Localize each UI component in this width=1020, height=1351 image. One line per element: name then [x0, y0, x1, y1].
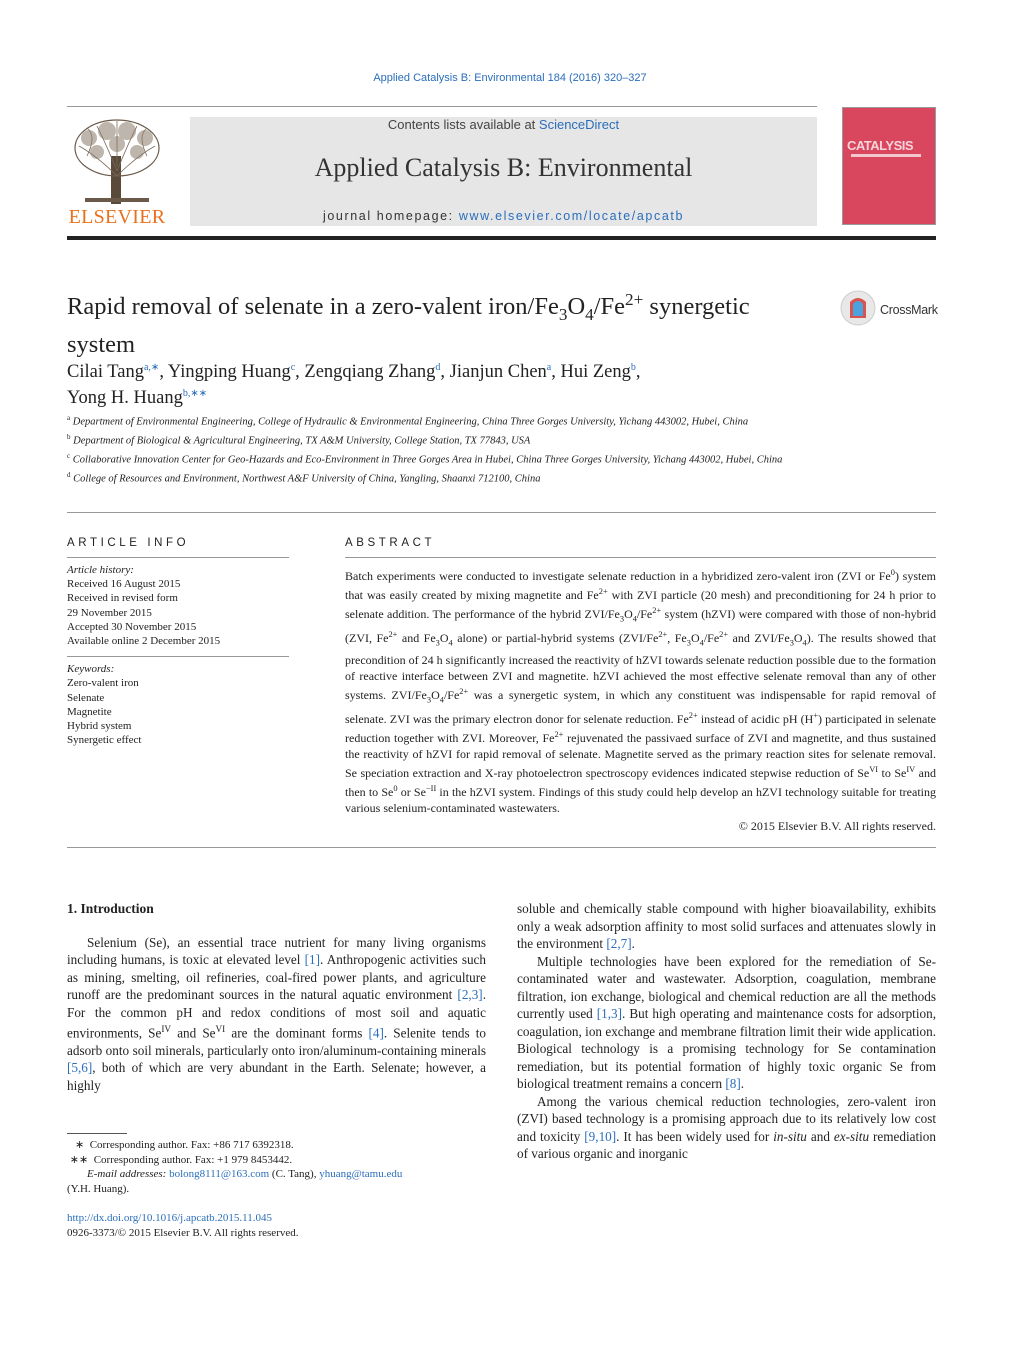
- crossmark-badge[interactable]: CrossMark: [840, 290, 940, 330]
- author[interactable]: Hui Zeng: [560, 362, 631, 383]
- body-column-right: [517, 900, 936, 1163]
- paragraph: Selenium (Se), an essential trace nutrient for many living organisms including humans, is toxic at elevated level [1]. Anthropogenic activities such as mining, smelting, oil refineries, coal-fired power plants, and agriculture runoff are the predominant sources in the natural aquatic environment [2,3]. For the common pH and redox conditions of most soil and aquatic environments, $Se^{IV}$ and $Se^{VI}$ are the dominant forms [4]. Selenite tends to adsorb onto soil minerals, particularly onto iron/aluminum-containing minerals [5,6], both of which are very abundant in the Earth. Selenate; however, a highly: [67, 934, 487, 1093]
- cover-title: CATALYSIS: [847, 138, 914, 153]
- article-info-heading: ARTICLE INFO: [67, 537, 190, 549]
- journal-cover-thumbnail[interactable]: [842, 107, 936, 225]
- doi-block: http://dx.doi.org/10.1016/j.apcatb.2015.11.045 0926-3373/© 2015 Elsevier B.V. All rights reserved.: [67, 1212, 299, 1239]
- body-column-left: [67, 900, 486, 1094]
- section-heading: 1. Introduction: [67, 901, 154, 916]
- divider: [67, 847, 936, 848]
- author[interactable]: Zengqiang Zhang: [304, 362, 436, 383]
- doi-link[interactable]: http://dx.doi.org/10.1016/j.apcatb.2015.11.045: [67, 1212, 273, 1224]
- article-info: [67, 537, 289, 747]
- homepage-link[interactable]: www.elsevier.com/locate/apcatb: [458, 209, 684, 223]
- publisher-logo-text: ELSEVIER: [68, 206, 166, 228]
- article-history: Article history: Received 16 August 2015 Received in revised form 29 November 2015 Accepted 30 November 2015 Available online 2 December 2015: [67, 564, 221, 648]
- divider: [67, 512, 936, 513]
- affiliation: $^b$ Department of Biological & Agricultural Engineering, TX A&M University, College Station, TX 77843, USA: [67, 432, 531, 447]
- abstract-text: Batch experiments were conducted to investigate selenate reduction in a hybridized zero-valent iron (ZVI or Fe$^0$) system that was easily created by mixing magnetite and $Fe^{2+}$ with ZVI particle (20 mesh) and preconditioning for 24 h prior to selenate addition. The performance of the hybrid ZVI/$Fe_3O_4/Fe^{2+}$ system (hZVI) were compared with those of non-hybrid (ZVI, $Fe^{2+}$ and $Fe_3O_4$ alone) or partial-hybrid systems ($ZVI/Fe^{2+}$, $Fe_3O_4/Fe^{2+}$ and ZVI/$Fe_3O_4$). The results showed that precondition of 24 h significantly increased the reactivity of hZVI towards selenate reduction possible due to the formation of reactive interface between ZVI and magnetite. hZVI achieved the most effective selenate removal than any of other systems. ZVI/$Fe_3O_4/Fe^{2+}$ was a synergetic system, in which any constituent was indispensable for rapid removal of selenate. ZVI was the primary electron donor for selenate reduction. $Fe^{2+}$ instead of acidic pH (H+) participated in selenate reduction together with ZVI. Moreover, $Fe^{2+}$ rejuvenated the passivaed surface of ZVI and magnetite, and thus sustained the reactivity of hZVI for rapid removal of selenate. Magnetite served as the primary reaction sites for selenate removal. Se speciation extraction and X-ray photoelectron spectroscopy evidences indicated stepwise reduction of $Se^{VI}$ to $Se^{IV}$ and then to Se$^0$ or $Se^{-II}$ in the hZVI system. Findings of this study could help develop an hZVI technology suitable for treating various selenium-contaminated wastewaters.: [345, 568, 937, 816]
- footnotes: ∗ Corresponding author. Fax: +86 717 6392318. ∗∗ Corresponding author. Fax: +1 979 8453442. E-mail addresses: bolong8111@163.com (C. Tang), yhuang@tamu.edu (Y.H. Huang).: [67, 1139, 403, 1195]
- affiliation: $^d$ College of Resources and Environment, Northwest A&F University of China, Yangling, Shaanxi 712100, China: [67, 470, 541, 485]
- keyword: Zero-valent iron: [67, 677, 139, 690]
- sciencedirect-link[interactable]: ScienceDirect: [538, 117, 620, 132]
- keywords: Keywords: Zero-valent iron Selenate Magnetite Hybrid system Synergetic effect: [67, 662, 289, 747]
- author[interactable]: Yingping Huang: [167, 362, 291, 383]
- author[interactable]: Cilai Tang: [67, 362, 144, 383]
- affiliation: $^a$ Department of Environmental Engineering, College of Hydraulic & Environmental Engineering, China Three Gorges University, Yichang 443002, Hubei, China: [67, 414, 749, 428]
- paragraph: soluble and chemically stable compound with higher bioavailability, exhibits only a weak adsorption affinity to most solid surfaces and attenuates slowly in the environment [2,7].: [517, 901, 936, 951]
- keyword: Magnetite: [67, 705, 112, 718]
- abstract-heading: ABSTRACT: [345, 537, 436, 549]
- keyword: Selenate: [67, 691, 105, 704]
- email-link[interactable]: yhuang@tamu.edu: [319, 1168, 403, 1181]
- author[interactable]: Yong H. Huang: [67, 388, 183, 409]
- cover-stripe: [851, 154, 921, 157]
- footnote-rule: [67, 1133, 127, 1134]
- keyword: Hybrid system: [67, 720, 132, 733]
- paragraph: Among the various chemical reduction technologies, zero-valent iron (ZVI) based technology is a promising approach due to its relatively low cost and toxicity [9,10]. It has been widely used for in-situ and ex-situ remediation of various organic and inorganic: [517, 1093, 936, 1161]
- journal-title: Applied Catalysis B: Environmental: [314, 153, 693, 182]
- header-thick-rule: [67, 236, 936, 240]
- paragraph: Multiple technologies have been explored for the remediation of Se-contaminated water and wastewater. Adsorption, coagulation, membrane filtration, ion exchange, biological and chemical reduction are all the methods currently used [1,3]. But high operating and maintenance costs for adsorption, coagulation, ion exchange and membrane filtration limit their wide application. Biological technology is a promising technology for Se contamination remediation, but its potential formation of highly toxic organic Se from biological treatment remains a concern [8].: [517, 953, 936, 1091]
- affiliation: $^c$ Collaborative Innovation Center for Geo-Hazards and Eco-Environment in Three Gorges Area in Hubei, China Three Gorges University, Yichang 443002, Hubei, China: [67, 451, 783, 466]
- contents-line: Contents lists available at ScienceDirect: [387, 117, 620, 132]
- affiliations: [67, 411, 827, 487]
- header-rule: [67, 106, 817, 107]
- copyright: © 2015 Elsevier B.V. All rights reserved.: [738, 819, 936, 834]
- email-link[interactable]: bolong8111@163.com: [169, 1168, 270, 1181]
- author[interactable]: Jianjun Chen: [449, 362, 547, 383]
- crossmark-icon: [840, 290, 876, 326]
- journal-homepage: journal homepage: www.elsevier.com/locate/apcatb: [323, 209, 684, 223]
- journal-reference[interactable]: Applied Catalysis B: Environmental 184 (2016) 320–327: [373, 72, 647, 84]
- article-title: Rapid removal of selenate in a zero-valent iron/$Fe_3O_4/Fe^{2+}$ synergetic system: [67, 290, 750, 359]
- keyword: Synergetic effect: [67, 734, 142, 747]
- abstract: [345, 537, 936, 834]
- author-list: Cilai Tang$^{a,∗}$, Yingping Huang$^c$, Zengqiang Zhang$^d$, Jianjun Chen$^a$, Hui Zeng$^b$, Yong H. Huang$^{b,∗∗}$: [67, 362, 641, 409]
